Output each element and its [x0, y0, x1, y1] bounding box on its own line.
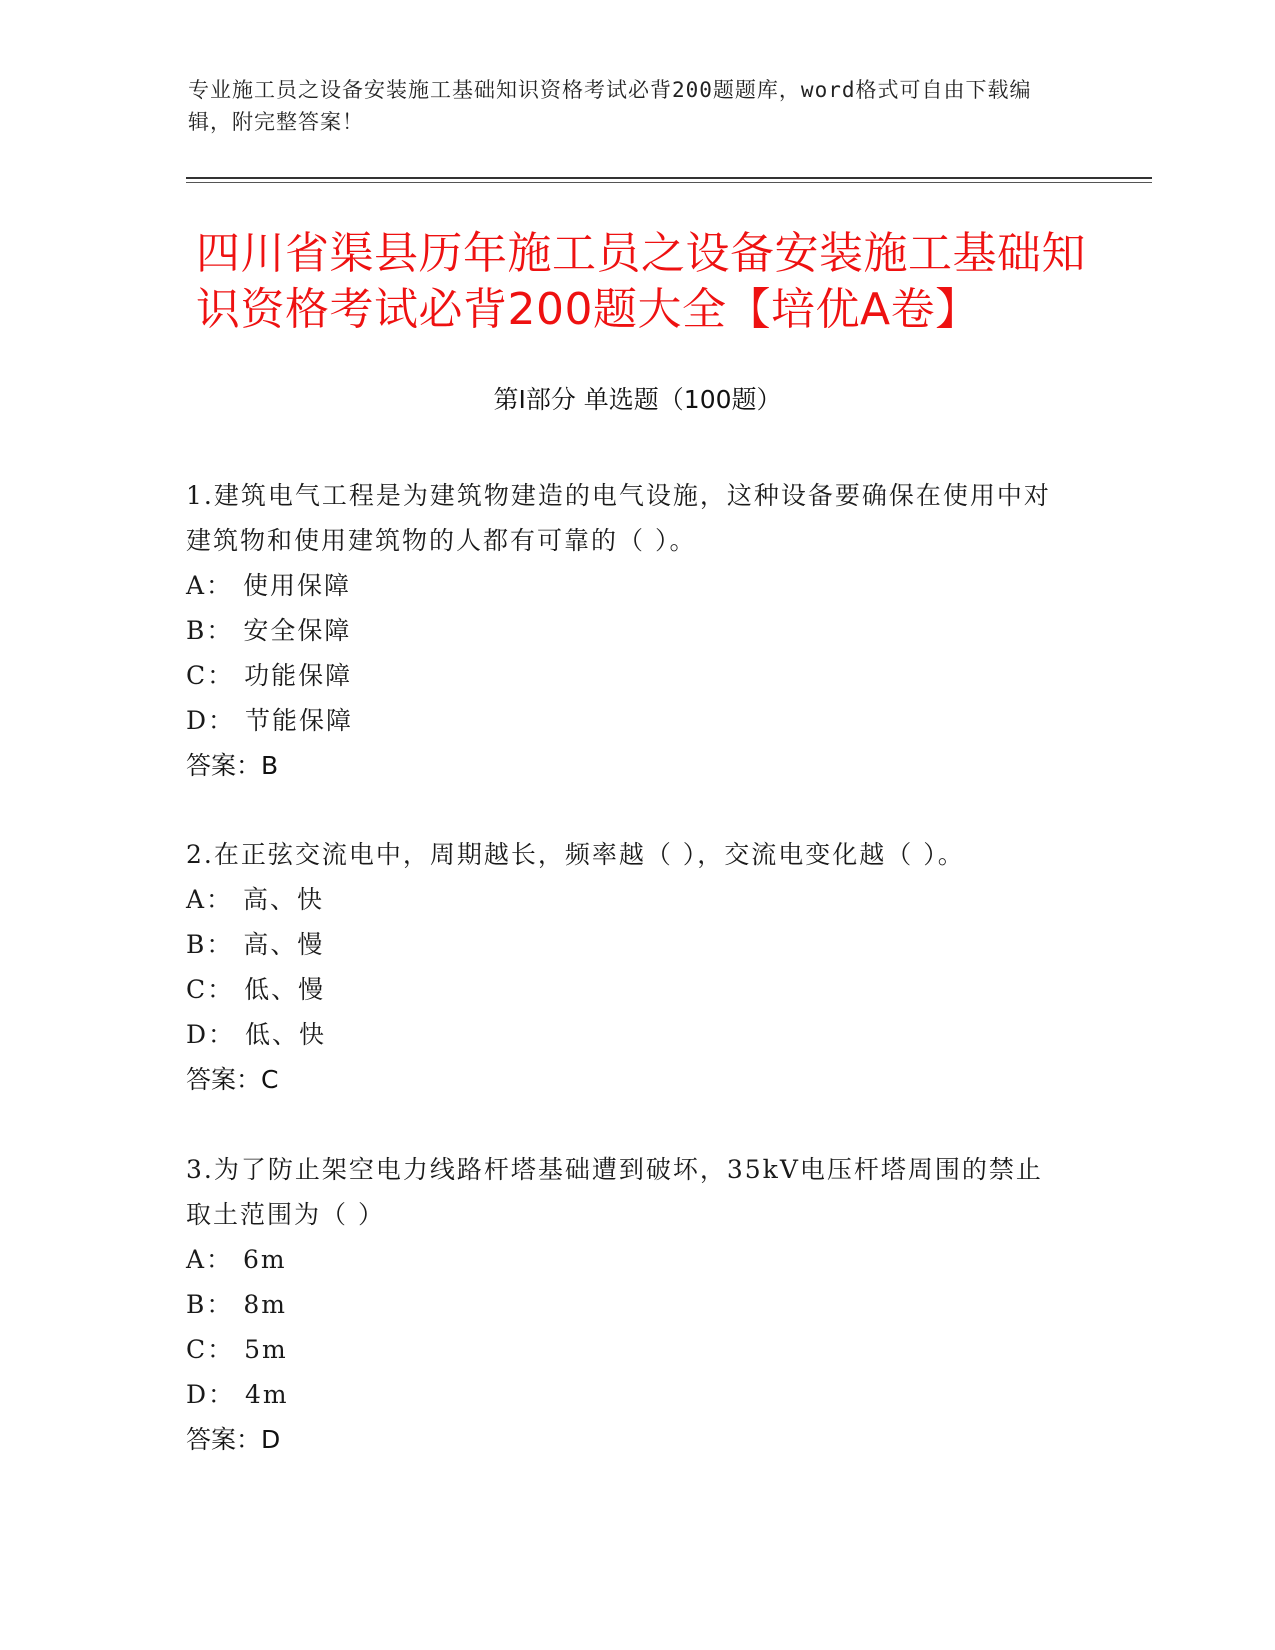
question-block: [186, 1147, 1066, 1462]
option-b: B： 安全保障: [186, 616, 352, 645]
question-block: [186, 473, 1066, 788]
option-b: B： 8m: [186, 1290, 287, 1319]
answer-line: 答案：B: [186, 751, 279, 780]
option-a: A： 使用保障: [186, 571, 352, 600]
option-c: C： 低、慢: [186, 975, 326, 1004]
option-a: A： 高、快: [186, 885, 325, 914]
option-d: D： 低、快: [186, 1020, 326, 1049]
header-divider-thick: [186, 177, 1152, 179]
header-note: 专业施工员之设备安装施工基础知识资格考试必背200题题库，word格式可自由下载编辑，附完整答案！: [188, 78, 1032, 134]
option-a: A： 6m: [186, 1245, 287, 1274]
option-b: B： 高、慢: [186, 930, 325, 959]
option-d: D： 节能保障: [186, 706, 353, 735]
option-d: D： 4m: [186, 1380, 289, 1409]
question-stem: 2.在正弦交流电中，周期越长，频率越（ ），交流电变化越（ ）。: [186, 840, 965, 869]
document-title: 四川省渠县历年施工员之设备安装施工基础知识资格考试必背200题大全【培优A卷】: [196, 228, 1086, 335]
option-c: C： 5m: [186, 1335, 288, 1364]
question-block: [186, 832, 1066, 1102]
option-c: C： 功能保障: [186, 661, 353, 690]
section-title: 第Ⅰ部分 单选题（100题）: [493, 385, 782, 414]
answer-line: 答案：C: [186, 1065, 279, 1094]
header-divider-thin: [186, 182, 1152, 183]
question-stem: 1.建筑电气工程是为建筑物建造的电气设施，这种设备要确保在使用中对建筑物和使用建筑物的人都有可靠的（ ）。: [186, 481, 1051, 555]
answer-line: 答案：D: [186, 1425, 281, 1454]
question-stem: 3.为了防止架空电力线路杆塔基础遭到破坏，35kV电压杆塔周围的禁止取土范围为（ ）: [186, 1155, 1043, 1229]
